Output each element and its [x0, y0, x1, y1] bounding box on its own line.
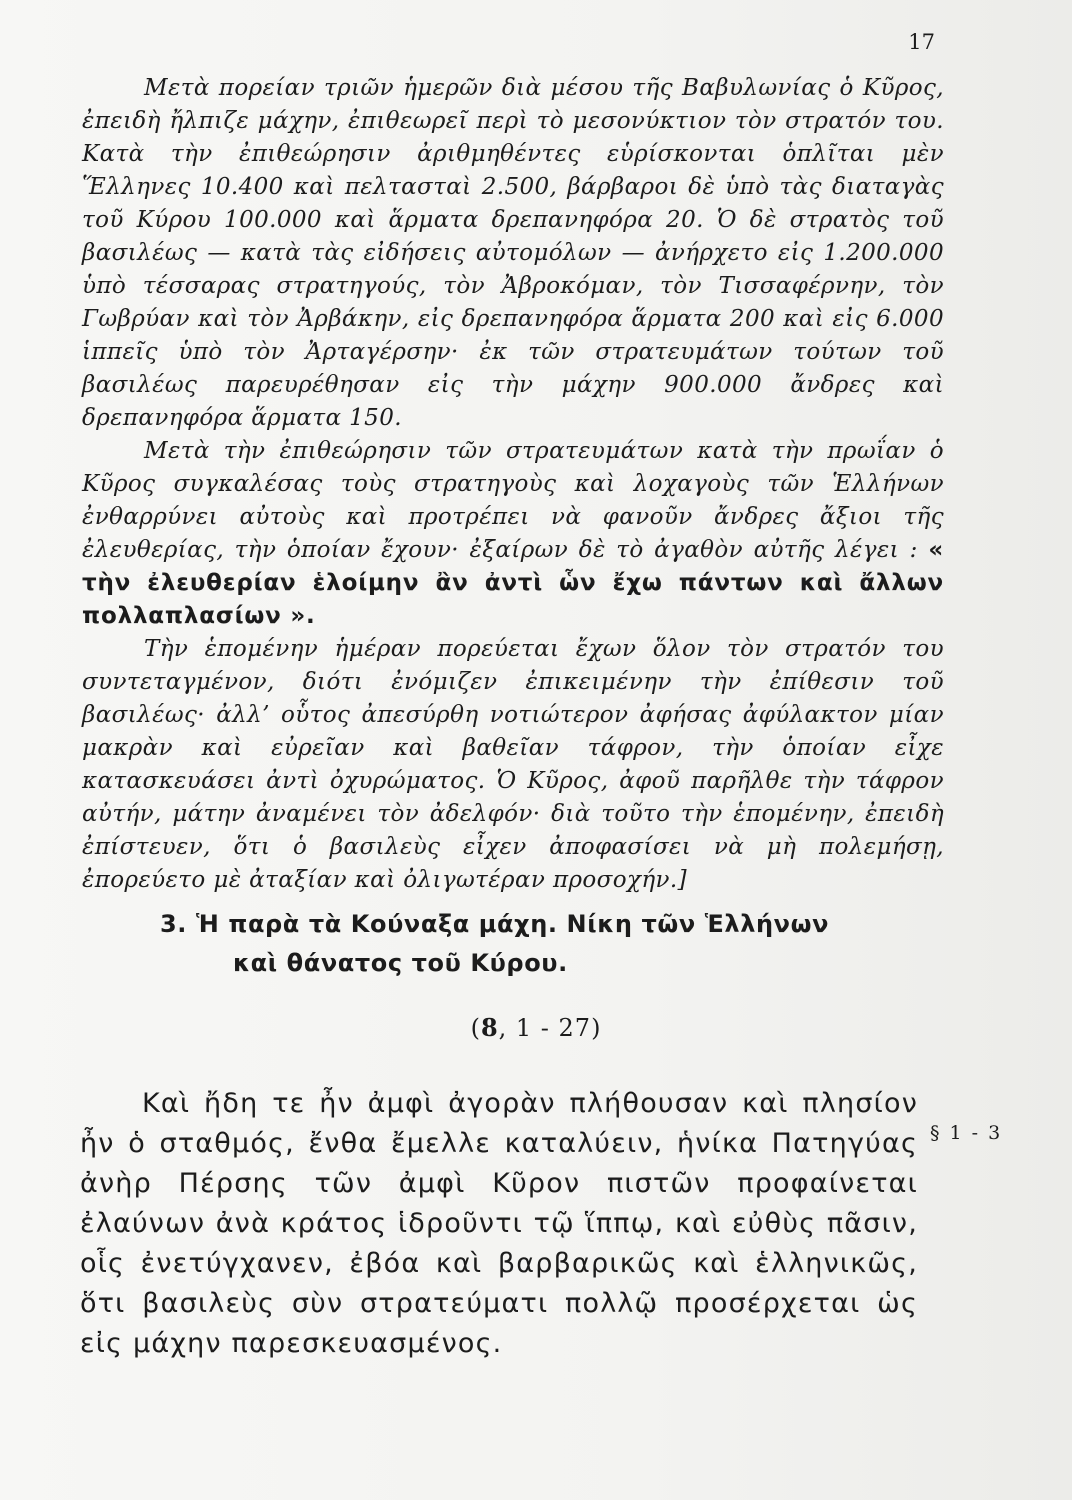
summary-paragraph: Μετὰ πορείαν τριῶν ἡμερῶν διὰ μέσου τῆς Βαβυλωνίας ὁ Κῦρος, ἐπειδὴ ἤλπιζε μάχην, ἐπιθεωρεῖ περὶ τὸ μεσονύκτιον τὸν στρατόν του. Κατὰ τὴν ἐπιθεώρησιν ἀριθμηθέντες εὑρίσκονται ὁπλῖται μὲν Ἕλληνες 10.400 καὶ πελτασταὶ 2.500, βάρβαροι δὲ ὑπὸ τὰς διαταγὰς τοῦ Κύρου 100.000 καὶ ἅρματα δρεπανηφόρα 20. Ὁ δὲ στρατὸς τοῦ βασιλέως — κατὰ τὰς εἰδήσεις αὐτομόλων — ἀνήρχετο εἰς 1.200.000 ὑπὸ τέσσαρας στρατηγούς, τὸν Ἀβροκόμαν, τὸν Τισσαφέρνην, τὸν Γωβρύαν καὶ τὸν Ἀρβάκην, εἰς δρεπανηφόρα ἅρματα 200 καὶ εἰς 6.000 ἱππεῖς ὑπὸ τὸν Ἀρταγέρσην· ἐκ τῶν στρατευμάτων τούτων τοῦ βασιλέως παρευρέθησαν εἰς τὴν μάχην 900.000 ἄνδρες καὶ δρεπανηφόρα ἅρματα 150.: [82, 75, 944, 431]
greek-paragraph: Καὶ ἤδη τε ἦν ἀμφὶ ἀγορὰν πλήθουσαν καὶ πλησίον ἦν ὁ σταθμός, ἔνθα ἔμελλε καταλύειν, ἡνίκα Πατηγύας ἀνὴρ Πέρσης τῶν ἀμφὶ Κῦρον πιστῶν προφαίνεται ἐλαύνων ἀνὰ κράτος ἱδροῦντι τῷ ἵππῳ, καὶ εὐθὺς πᾶσιν, οἷς ἐνετύγχανεν, ἐβόα καὶ βαρβαρικῶς καὶ ἑλληνικῶς, ὅτι βασιλεὺς σὺν στρατεύματι πολλῷ προσέρχεται ὡς εἰς μάχην παρεσκευασμένος.: [80, 1088, 918, 1359]
section-heading-line: 3. Ἡ παρὰ τὰ Κούναξα μάχη. Νίκη τῶν Ἑλλήνων: [160, 910, 830, 938]
summary-text: Μετὰ τὴν ἐπιθεώρησιν τῶν στρατευμάτων κατὰ τὴν πρωΐαν ὁ Κῦρος συγκαλέσας τοὺς στρατηγοὺς καὶ λοχαγοὺς τῶν Ἑλλήνων ἐνθαρρύνει αὐτοὺς καὶ προτρέπει νὰ φανοῦν ἄνδρες ἄξιοι τῆς ἐλευθερίας, τὴν ὁποίαν ἔχουν· ἐξαίρων δὲ τὸ ἀγαθὸν αὐτῆς λέγει :: [82, 438, 944, 563]
reference-chapter: 8: [480, 1013, 499, 1042]
summary-section: [82, 72, 944, 897]
section-heading: [160, 905, 880, 983]
cyrus-quote: « τὴν ἐλευθερίαν ἑλοίμην ἂν ἀντὶ ὧν ἔχω πάντων καὶ ἄλλων πολλαπλασίων ».: [82, 537, 945, 629]
reference-verses: , 1 - 27): [498, 1014, 602, 1042]
page-number: 17: [908, 30, 935, 54]
summary-paragraph: Τὴν ἑπομένην ἡμέραν πορεύεται ἔχων ὅλον τὸν στρατόν του συντεταγμένον, διότι ἐνόμιζεν ἐπικειμένην τὴν ἐπίθεσιν τοῦ βασιλέως· ἀλλ’ οὗτος ἀπεσύρθη νοτιώτερον ἀφήσας ἀφύλακτον μίαν μακρὰν καὶ εὐρεῖαν καὶ βαθεῖαν τάφρον, τὴν ὁποίαν εἶχε κατασκευάσει ἀντὶ ὀχυρώματος. Ὁ Κῦρος, ἀφοῦ παρῆλθε τὴν τάφρον αὐτήν, μάτην ἀναμένει τὸν ἀδελφόν· διὰ τοῦτο τὴν ἑπομένην, ἐπειδὴ ἐπίστευεν, ὅτι ὁ βασιλεὺς εἶχεν ἀποφασίσει νὰ μὴ πολεμήσῃ, ἐπορεύετο μὲ ἀταξίαν καὶ ὀλιγωτέραν προσοχήν.]: [82, 636, 944, 893]
reference-paren: (: [470, 1014, 481, 1042]
chapter-reference: [0, 1013, 1072, 1042]
section-heading-line: καὶ θάνατος τοῦ Κύρου.: [233, 949, 568, 977]
margin-reference: § 1 - 3: [930, 1122, 1003, 1144]
summary-paragraph: [82, 435, 944, 633]
ancient-greek-text: [80, 1084, 918, 1364]
